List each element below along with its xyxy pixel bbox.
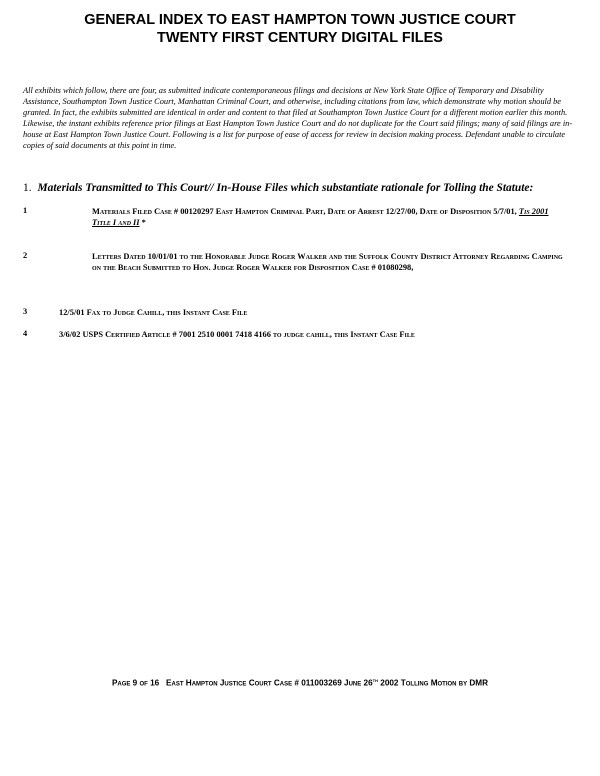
list-item-emphasis: Tis 2001 Title I and II (92, 207, 549, 227)
list-item-number: 2 (23, 251, 28, 260)
footer-case-tail: 2002 Tolling Motion by DMR (377, 678, 489, 688)
page-title-line2: TWENTY FIRST CENTURY DIGITAL FILES (157, 30, 443, 46)
page-footer (0, 678, 600, 688)
list-item-number: 1 (23, 206, 28, 215)
section-heading-text: Materials Transmitted to This Court// In-House Files which substantiate rationale for Tolling the Statute: (37, 182, 534, 194)
section-heading (23, 181, 583, 195)
footer-case-superscript: th (372, 678, 378, 684)
list-item-text: Letters Dated 10/01/01 to the Honorable Judge Roger Walker and the Suffolk County District Attorney Regarding Camping on the Beach Submitted to Hon. Judge Roger Walker for Disposition Case # 01080298, (92, 252, 563, 272)
list-item (59, 329, 579, 340)
list-item (92, 251, 572, 273)
list-item-text: 3/6/02 USPS Certified Article # 7001 2510 0001 7418 4166 to judge cahill, this Instant Case File (59, 330, 415, 339)
list-item-text: 12/5/01 Fax to Judge Cahill, this Instant Case File (59, 308, 248, 317)
footer-page-number: Page 9 of 16 (111, 678, 160, 688)
list-item-text: Materials Filed Case # 00120297 East Hampton Criminal Part, Date of Arrest 12/27/00, Date of Disposition 5/7/01, (92, 207, 519, 216)
list-item-number: 4 (23, 329, 28, 338)
page-title-line1: GENERAL INDEX TO EAST HAMPTON TOWN JUSTICE COURT (84, 12, 516, 28)
list-item-suffix: * (139, 218, 146, 227)
list-item-number: 3 (23, 307, 28, 316)
list-item (92, 206, 562, 228)
intro-paragraph: All exhibits which follow, there are four, as submitted indicate contemporaneous filings and decisions at New York State Office of Temporary and Disability Assistance, Southampton Town Justice Court, Manhattan Criminal Court, and otherwise, including citations from law, which demonstrate why motion should be granted. In fact, the exhibits submitted are identical in order and content to that filed at Southampton Town Justice Court for a different motion earlier this month. Likewise, the instant exhibits reference prior filings at East Hampton Town Justice Court and do not duplicate for the Court said filings; many of said filings are in-house at East Hampton Town Justice Court. Following is a list for purpose of ease of access for review in decision making process. Defendant unable to circulate copies of said documents at this point in time. (23, 86, 573, 150)
section-number: 1. (23, 182, 32, 194)
footer-case-info: East Hampton Justice Court Case # 011003269 June 26 (166, 678, 373, 688)
list-item (59, 307, 559, 318)
